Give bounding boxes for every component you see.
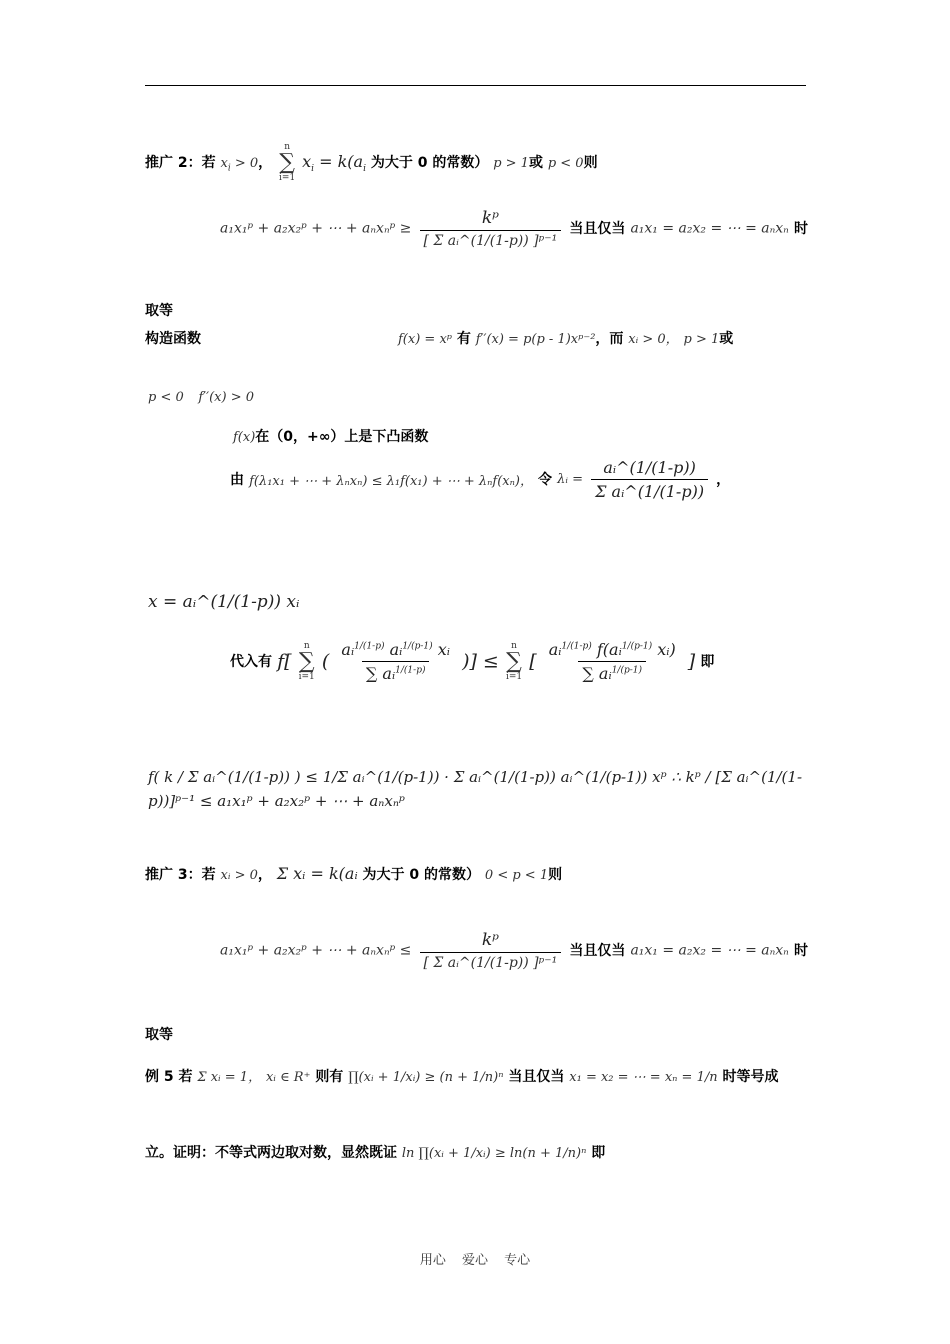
convex-line: f(x)在（0，+∞）上是下凸函数 (233, 429, 429, 445)
lambda-fraction: $\frac{\text{aᵢ\textasciicircum{}(1/(1-p))}}{\text{Σ aᵢ\textasciicircum{}(1/(1-p))}}$ (591, 458, 708, 501)
construct-label: 构造函数 (145, 331, 201, 347)
derivation-chain: f( k / Σ aᵢ^(1/(1-p)) ) ≤ 1/Σ aᵢ^(1/(p-1)) · Σ aᵢ^(1/(1-p)) aᵢ^(1/(p-1)) xᵖ ∴ kᵖ / [Σ aᵢ^(1/(1-p))]ᵖ⁻¹ ≤ a₁x₁ᵖ + a₂x₂ᵖ + ⋯ + aₙxₙᵖ (148, 768, 803, 810)
gen3-line: 推广 3：若 xᵢ > 0， Σ xᵢ = k(aᵢ 为大于 0 的常数） 0 < p < 1则 (145, 864, 563, 883)
footer-item: 用心 (419, 1253, 446, 1268)
construct-line: f(x) = xᵖ 有 f′′(x) = p(p - 1)xᵖ⁻²，而 xᵢ > 0， p > 1或 (398, 331, 734, 347)
subst-fraction-left: $\frac{aᵢ^{1/(1-p)} aᵢ^{1/(p-1)} xᵢ}{\sum aᵢ^{1/(1-p)}}$ (341, 640, 450, 683)
x-definition: x = aᵢ^(1/(1-p)) xᵢ (148, 592, 300, 612)
gen3-take-eq: 取等 (145, 1027, 173, 1043)
fraction: $\frac{\text{kᵖ}}{\text{[ Σ aᵢ\textasciicircum{}(1/(1-p)) ]ᵖ⁻¹}}$ (420, 930, 562, 971)
substitute-line: 代入有 f[ n ∑ i=1 ( $\frac{aᵢ^{1/(1-p)} aᵢ^{1/(p-1)} xᵢ}{\sum aᵢ^{1/(1-p)}}$ )] ≤ n ∑ i=1 [ $\frac{aᵢ^{1/(1-p)} f(aᵢ^{1/(p-1)} xᵢ)}{\sum aᵢ^{1/(p-1)}}$ ] 即 (230, 640, 715, 683)
jensen-line: 由 f(λ₁x₁ + ⋯ + λₙxₙ) ≤ λ₁f(x₁) + ⋯ + λₙf(xₙ)， 令 λᵢ = $\frac{\text{aᵢ\textasciicircum{}(1/(1-p))}}{\text{Σ aᵢ\textasciicircum{}(1/(1-p))}}$ ， (230, 458, 731, 501)
gen2-line: 推广 2：若 $x_i > 0$， n ∑ i=1 $x_i = k(a_i$ 为大于 0 的常数） p > 1或 p < 0则 (145, 142, 598, 183)
footer-item: 爱心 (461, 1253, 488, 1268)
gen3-formula: a₁x₁ᵖ + a₂x₂ᵖ + ⋯ + aₙxₙᵖ ≤ $\frac{\text{kᵖ}}{\text{[ Σ aᵢ\textasciicircum{}(1/(1-p)) ]ᵖ⁻¹}}$ 当且仅当 a₁x₁ = a₂x₂ = ⋯ = aₙxₙ 时 (220, 930, 808, 971)
footer-item: 专心 (504, 1253, 531, 1268)
sum-symbol: n ∑ i=1 (279, 142, 296, 183)
proof-line: 立。证明：不等式两边取对数，显然既证 ln ∏(xᵢ + 1/xᵢ) ≥ ln(n + 1/n)ⁿ 即 (145, 1145, 606, 1161)
page-footer (0, 1249, 950, 1268)
example5-line: 例 5 若 Σ xᵢ = 1， xᵢ ∈ R⁺ 则有 ∏(xᵢ + 1/xᵢ) ≥ (n + 1/n)ⁿ 当且仅当 x₁ = x₂ = ⋯ = xₙ = 1/n 时等号成 (145, 1069, 779, 1085)
construct-cond: p < 0 f′′(x) > 0 (148, 390, 254, 405)
gen2-take-eq: 取等 (145, 303, 173, 319)
subst-fraction-right: $\frac{aᵢ^{1/(1-p)} f(aᵢ^{1/(p-1)} xᵢ)}{\sum aᵢ^{1/(p-1)}}$ (548, 640, 676, 683)
gen2-formula: a₁x₁ᵖ + a₂x₂ᵖ + ⋯ + aₙxₙᵖ ≥ $\frac{\text{kᵖ}}{\text{[ Σ aᵢ\textasciicircum{}(1/(1-p)) ]ᵖ⁻¹}}$ 当且仅当 a₁x₁ = a₂x₂ = ⋯ = aₙxₙ 时 (220, 208, 808, 249)
header-rule (145, 85, 806, 86)
fraction: $\frac{\text{kᵖ}}{\text{[ Σ aᵢ\textasciicircum{}(1/(1-p)) ]ᵖ⁻¹}}$ (420, 208, 562, 249)
